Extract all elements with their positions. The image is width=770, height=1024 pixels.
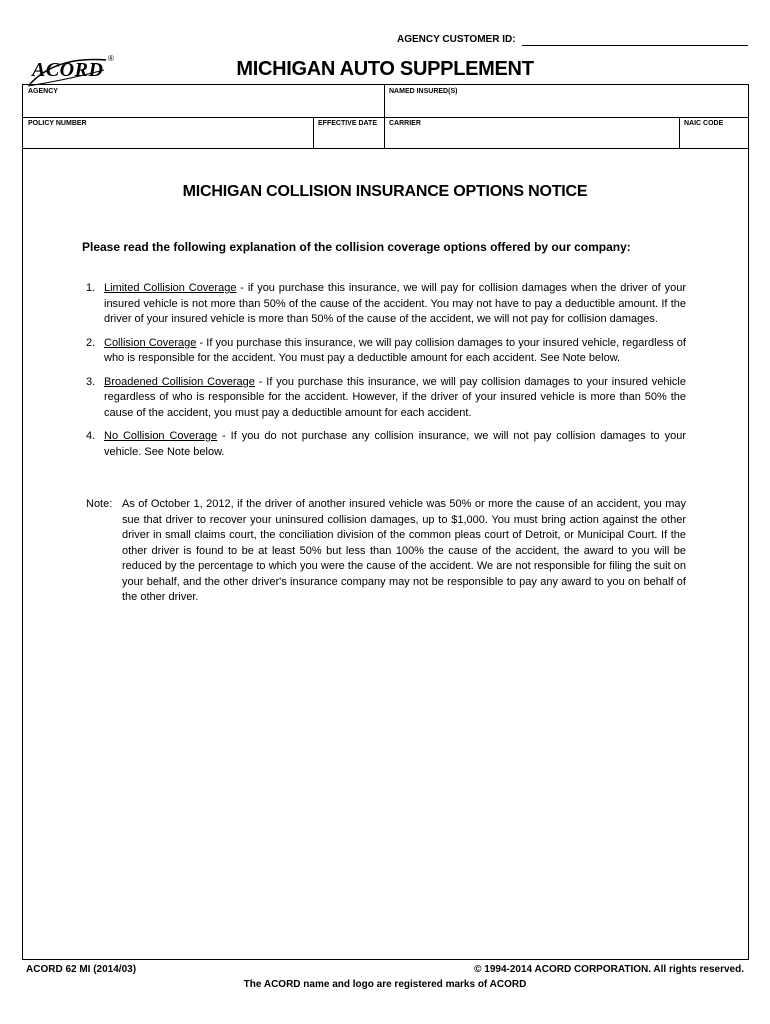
notice-title: MICHIGAN COLLISION INSURANCE OPTIONS NOTICE [182,183,588,200]
item-text: - If you purchase this insurance, we will pay collision damages to your insured vehicle, regardless of who is responsible for the accident. You must pay a deductible amount for each accident. See Note below. [104,336,686,364]
item-text: - If you do not purchase any collision insurance, we will not pay collision damages to your vehicle. See Note below. [104,430,686,458]
row-divider [23,117,748,118]
carrier-field[interactable]: CARRIER [389,120,421,127]
row-divider [23,148,748,149]
agency-customer-id-field[interactable] [522,45,748,46]
item-title: Limited Collision Coverage [104,282,237,294]
coverage-options-list [86,281,686,468]
item-title: Broadened Collision Coverage [104,375,255,388]
list-item [86,336,686,367]
naic-code-field[interactable]: NAIC CODE [684,120,724,127]
list-item [86,375,686,422]
item-number: 1. [86,282,96,294]
item-title: No Collision Coverage [104,430,218,442]
effective-date-field[interactable]: EFFECTIVE DATE [318,120,377,127]
item-number: 3. [86,375,96,388]
copyright-notice: © 1994-2014 ACORD CORPORATION. All rights reserved. [474,964,744,975]
column-divider [384,85,385,148]
policy-number-field[interactable]: POLICY NUMBER [28,120,87,127]
list-item [86,429,686,460]
item-number: 2. [86,336,96,349]
agency-field[interactable]: AGENCY [28,88,58,95]
agency-customer-id-label: AGENCY CUSTOMER ID: [397,34,516,45]
named-insured-field[interactable]: NAMED INSURED(S) [389,88,458,95]
item-text: - If you purchase this insurance, we will pay collision damages to your insured vehicle regardless of who is responsible for the accident. However, if the driver of your insured vehicle is more than 50% the cause of the accident, you must pay a deductible amount for each accident. [104,375,686,419]
page-title: MICHIGAN AUTO SUPPLEMENT [236,58,534,80]
trademark-notice: The ACORD name and logo are registered marks of ACORD [243,979,527,990]
note-text: As of October 1, 2012, if the driver of another insured vehicle was 50% or more the cause of an accident, you may sue that driver to recover your uninsured collision damages, up to $1,000. You must bring action against the other driver in small claims court, the conciliation division of the common pleas court of Detroit, or Municipal Court. If the other driver is found to be at least 50% but less than 100% the cause of the accident, the award to you will be reduced by the percentage to which you were the cause of the accident. We are not responsible for filing the suit on your behalf, and the other driver's insurance company may not be responsible to pay any award to you on behalf of the other driver. [122,498,686,603]
note-block [86,497,686,606]
form-id: ACORD 62 MI (2014/03) [26,964,137,975]
item-number: 4. [86,430,96,442]
notice-intro: Please read the following explanation of the collision coverage options offered by our company: [82,240,631,254]
column-divider [313,117,314,148]
note-label: Note: [86,498,113,510]
logo-text: ACORD [32,59,104,81]
item-title: Collision Coverage [104,336,197,349]
list-item [86,281,686,328]
item-text: - if you purchase this insurance, we will pay for collision damages when the driver of your insured vehicle is not more than 50% of the cause of the accident. You may not have to pay a deductible amount. If the driver of your insured vehicle is more than 50% of the cause of the accident, we will not pay for collision damages. [104,282,686,325]
registered-mark: ® [108,54,114,63]
column-divider [679,117,680,148]
